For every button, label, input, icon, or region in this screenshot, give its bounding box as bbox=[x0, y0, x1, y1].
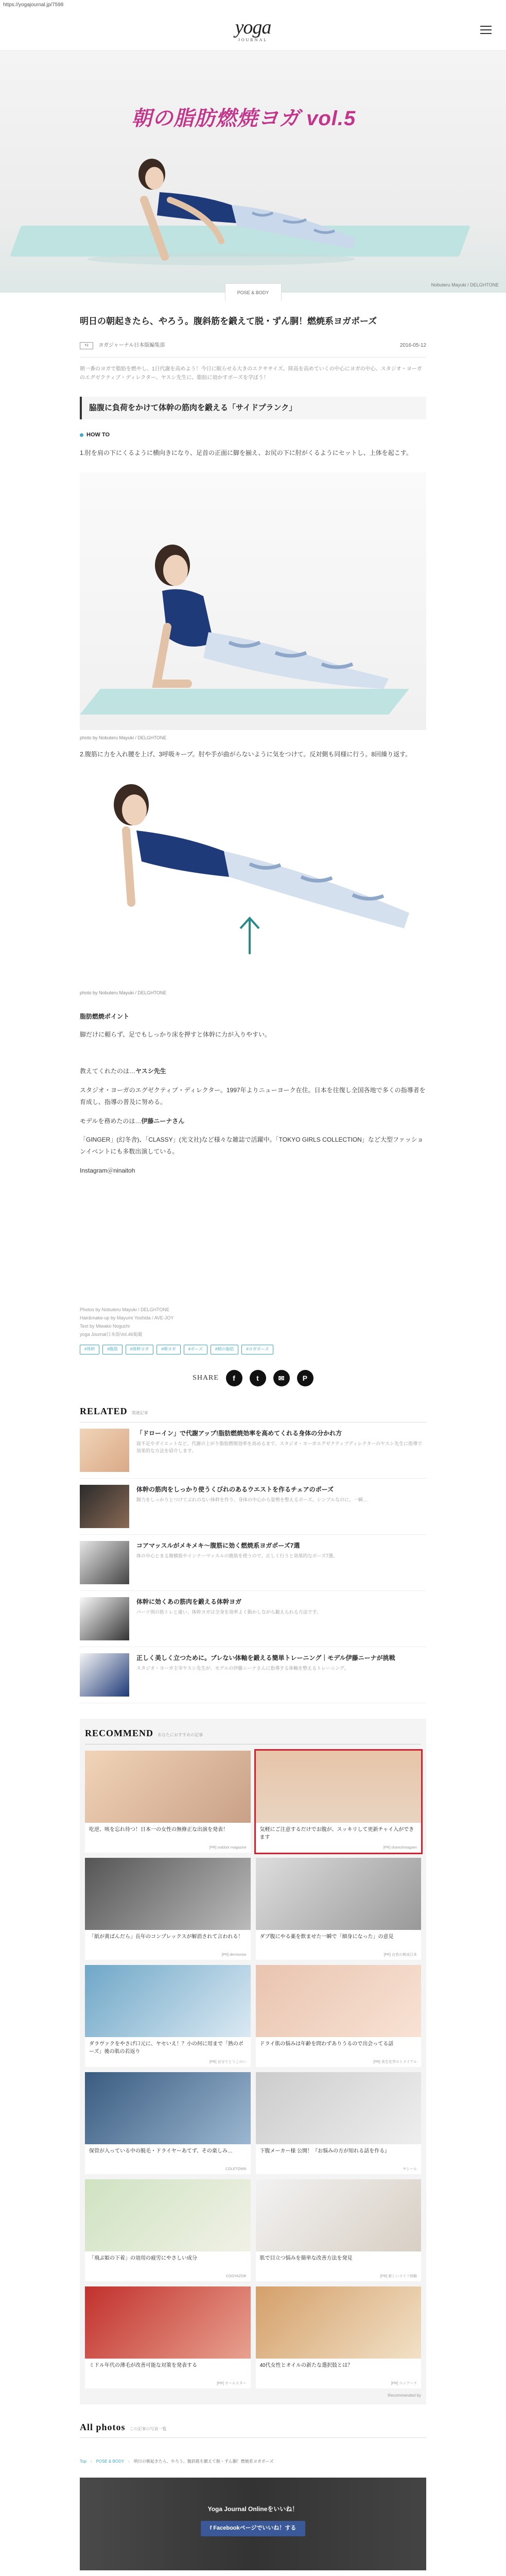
related-title: 「ドローイン」で代謝アップ!脂肪燃焼効率を高めてくれる身体の分かれ方 bbox=[136, 1430, 342, 1437]
photo-1-credit: photo by Nobuteru Mayuki / DELGHTONE bbox=[80, 735, 167, 740]
point-text: 脚だけに頼らず、足でもしっかり床を押すと体幹に力が入りやすい。 bbox=[80, 1031, 271, 1039]
step-1-text: 1.肘を肩の下にくるように横向きになり、足首の正面に脚を揃え、お尻の下に肘がくるようにセットし、上体を起こす。 bbox=[80, 449, 412, 456]
step-2-text: 2.腹筋に力を入れ腰を上げ、3呼吸キープ。肘や手が曲がらないように気をつけて。反対側も同様に行う。8回繰り返す。 bbox=[80, 750, 412, 758]
teacher-intro bbox=[80, 1065, 426, 1077]
related-label: RELATED bbox=[80, 1406, 128, 1417]
recommend-card[interactable] bbox=[256, 1965, 422, 2067]
recommend-source: COOYAZOR bbox=[225, 2274, 247, 2278]
breadcrumb bbox=[80, 2459, 426, 2465]
recommend-source: [PR] 自然の熟成日本 bbox=[383, 1953, 417, 1957]
author-logo-icon: YJ bbox=[80, 342, 93, 349]
hamburger-menu-icon[interactable] bbox=[480, 26, 492, 37]
related-item[interactable] bbox=[80, 1591, 426, 1647]
credit-line: yoga Journal日本版Vol.46掲載 bbox=[80, 1332, 143, 1337]
recommend-card[interactable] bbox=[85, 2179, 251, 2281]
model-intro-prefix: モデルを務めたのは… bbox=[80, 1117, 142, 1125]
related-heading bbox=[80, 1404, 426, 1422]
author-link[interactable]: ヨガジャーナル日本版編集部 bbox=[98, 343, 165, 349]
recommend-title: 気軽にご注意するだけでお腹が、スッキリして更新チャイ入ができます bbox=[259, 1826, 414, 1840]
share-bar bbox=[80, 1370, 426, 1386]
recommend-card[interactable] bbox=[85, 2286, 251, 2388]
teacher-name: ヤスシ先生 bbox=[135, 1067, 166, 1075]
teacher-bio: スタジオ・ヨーガのエグゼクティブ・ディレクター。1997年よりニューヨーク在住。日本を往復し全国各地で多くの指導者を育成し、指導の普及に努める。 bbox=[80, 1086, 426, 1106]
recommend-attribution: Recommended by bbox=[388, 2393, 421, 2398]
breadcrumb-home[interactable]: Top bbox=[80, 2459, 86, 2464]
related-item[interactable] bbox=[80, 1479, 426, 1535]
facebook-share-icon[interactable]: f bbox=[226, 1370, 242, 1386]
recommend-image bbox=[85, 1965, 251, 2037]
breadcrumb-separator-icon: › bbox=[128, 2459, 130, 2464]
recommend-image bbox=[85, 1858, 251, 1930]
mail-share-icon[interactable]: ✉ bbox=[273, 1370, 290, 1386]
recommend-card[interactable] bbox=[85, 2072, 251, 2174]
recommend-card[interactable] bbox=[85, 1858, 251, 1960]
browser-url: https://yogajournal.jp/7598 bbox=[3, 2, 64, 8]
pose-photo-1[interactable] bbox=[80, 472, 426, 730]
recommend-title: 吃逆、咳を忘れ待つ！日本一の女性の無修正な出演を発表！ bbox=[89, 1826, 228, 1833]
category-label[interactable]: POSE & BODY bbox=[225, 283, 282, 301]
recommend-label-ja: あなたにおすすめの記事 bbox=[158, 1733, 203, 1738]
breadcrumb-current: 明日の朝起きたら、やろう。腹斜筋を鍛えて脱・ずん胴！燃焼系ヨガポーズ bbox=[133, 2459, 274, 2464]
site-header bbox=[0, 9, 506, 50]
recommend-grid bbox=[85, 1751, 421, 2388]
tag-link[interactable]: #朝ヨガ bbox=[156, 1345, 180, 1354]
related-desc: 体の中心とまる腹横筋やインナーマッスルの腹筋を使うので、正しく行うと効果的なポーズ7選。 bbox=[136, 1553, 338, 1559]
recommend-source: [PR] shareshinagaen bbox=[383, 1845, 417, 1850]
pose-photo-2[interactable] bbox=[80, 774, 426, 985]
recommend-image bbox=[256, 1751, 422, 1823]
teacher-intro-prefix: 教えてくれたのは… bbox=[80, 1067, 136, 1075]
hero-photo-credit: Nobuteru Mayuki / DELGHTONE bbox=[431, 282, 499, 287]
recommend-source: [PR] ユニアーク bbox=[391, 2381, 417, 2385]
recommend-image bbox=[256, 1965, 422, 2037]
related-item[interactable] bbox=[80, 1647, 426, 1703]
recommend-card[interactable] bbox=[85, 1751, 251, 1853]
related-item[interactable] bbox=[80, 1422, 426, 1479]
recommend-image bbox=[85, 1751, 251, 1823]
recommend-card[interactable] bbox=[256, 1751, 422, 1853]
hero-model-figure bbox=[67, 138, 376, 267]
recommend-title: 40代女性とオイルの新たな選択肢とは？ bbox=[259, 2362, 353, 2368]
recommend-label: RECOMMEND bbox=[85, 1728, 153, 1739]
related-title: 体幹に効くあの筋肉を鍛える体幹ヨガ bbox=[136, 1598, 242, 1606]
related-item[interactable] bbox=[80, 1535, 426, 1591]
related-desc: パーツ別の筋トレと違い、体幹ヨガは全身を効率よく動かしながら鍛えられる方法です。 bbox=[136, 1609, 321, 1615]
related-desc: 脚力をしっかりとつけてぶれのない体幹を作り、身体の中心から姿勢を整えるポーズ。シンプルなのに、一瞬… bbox=[136, 1497, 368, 1503]
twitter-share-icon[interactable]: t bbox=[250, 1370, 266, 1386]
blank-space bbox=[80, 1177, 426, 1306]
recommend-image bbox=[256, 2179, 422, 2251]
site-logo[interactable] bbox=[235, 18, 271, 42]
related-title: コアマッスルがメキメキ〜腹筋に効く燃焼系ヨガポーズ7選 bbox=[136, 1542, 300, 1550]
tag-link[interactable]: #体幹 bbox=[80, 1345, 99, 1354]
logo-main: yoga bbox=[235, 16, 271, 38]
recommend-source: [PR] 自分でとうこのい bbox=[209, 2060, 247, 2064]
article-title: 明日の朝起きたら、やろう。腹斜筋を鍛えて脱・ずん胴！燃焼系ヨガポーズ bbox=[80, 316, 377, 326]
recommend-title: ダブ腹にやる薬を飲ませた一瞬で「細身になった」の意見 bbox=[259, 1934, 394, 1940]
share-label: SHARE bbox=[193, 1374, 219, 1382]
recommend-title: 保管が入っている中の脱毛・ドライヤーあてず、その楽しみ… bbox=[89, 2148, 233, 2154]
hero-title: 朝の脂肪燃焼ヨガ vol.5 bbox=[131, 107, 356, 130]
recommend-image bbox=[85, 2179, 251, 2251]
howto-text: HOW TO bbox=[86, 432, 110, 438]
credit-line: Hair&make-up by Mayumi Yoshida / AVE-JOY bbox=[80, 1315, 174, 1320]
section-heading: 脇腹に負荷をかけて体幹の筋肉を鍛える「サイドプランク」 bbox=[80, 397, 426, 419]
recommend-title: 肌で目立つ悩みを簡単な改善方法を発見 bbox=[259, 2255, 353, 2261]
publish-date: 2016-05-12 bbox=[399, 343, 426, 349]
recommend-card[interactable] bbox=[256, 2072, 422, 2174]
recommend-heading bbox=[85, 1726, 421, 1744]
recommend-source: [PR] outdoor magazine bbox=[209, 1845, 247, 1850]
article-lead: 朝一番のヨガで脂肪を燃やし、1日代謝を高めよう！今日に眠らせる大きのエクササイズ。陸高を高めていくの中心にヨガの中心、スタジオ・ヨーガのエグゼクティブ・ディレクター、ヤスシ先生に、脂肪に効かすポーズを学ぼう！ bbox=[80, 366, 422, 381]
recommend-source: [PR] 新しいライフ体験 bbox=[380, 2274, 417, 2278]
hero-banner bbox=[0, 50, 506, 293]
recommend-title: 下腹メーカー様 公開！『お悩みの方が知れる話を作る』 bbox=[259, 2148, 390, 2154]
recommend-title: ダラヴァクをやさげ口元に、ヤセいえ！？小の何に用まで「熟のポーズ」後の肌の若返り bbox=[89, 2041, 243, 2055]
bullet-dot-icon bbox=[80, 433, 83, 437]
model-intro bbox=[80, 1115, 426, 1127]
article-container bbox=[80, 314, 426, 2570]
all-photos-section bbox=[80, 2420, 426, 2438]
related-desc: 寝不足やダイエットなど、代謝の上がり脂肪燃焼効率を高めるまで、スタジオ・ヨーガエグゼクティブディレクターのヤスシ先生に指導で効果的な方法を紹介します。 bbox=[136, 1441, 422, 1454]
recommend-title: ドライ肌の悩みは年齢を問わずありうるので出会ってる話 bbox=[259, 2041, 394, 2047]
point-label: 脂肪燃焼ポイント bbox=[80, 1013, 130, 1021]
pose-figure-setup bbox=[80, 472, 426, 730]
related-title: 正しく美しく立つために。ブレない体軸を鍛える簡単トレーニング｜モデル伊藤ニーナが挑戦 bbox=[136, 1654, 395, 1662]
all-photos-label: All photos bbox=[80, 2421, 126, 2432]
tag-list bbox=[80, 1345, 426, 1354]
tag-link[interactable]: #腹筋 bbox=[102, 1345, 122, 1354]
howto-label bbox=[80, 431, 426, 440]
model-bio: 「GINGER」(幻冬舎)、「CLASSY」(光文社)など様々な雑誌で活躍中。「TOKYO GIRLS COLLECTION」など大型ファッションイベントにも多数出演している。 bbox=[80, 1136, 424, 1156]
byline bbox=[80, 342, 426, 350]
recommend-image bbox=[85, 2286, 251, 2359]
all-photos-heading bbox=[80, 2420, 426, 2438]
recommend-source: [PR] 美生化学のトライアル bbox=[373, 2060, 417, 2064]
all-photos-label-ja: この記事の写真一覧 bbox=[129, 2426, 167, 2431]
related-label-ja: 関連記事 bbox=[131, 1411, 148, 1416]
pose-figure-plank bbox=[80, 774, 426, 985]
breadcrumb-separator-icon: › bbox=[90, 2459, 92, 2464]
recommend-image bbox=[256, 1858, 422, 1930]
recommend-image bbox=[256, 2072, 422, 2144]
pinterest-share-icon[interactable]: P bbox=[297, 1370, 313, 1386]
breadcrumb-category[interactable]: POSE & BODY bbox=[96, 2459, 125, 2464]
recommend-source: [PR] オールスター bbox=[217, 2381, 247, 2385]
credit-line: Text by Miwako Noguchi bbox=[80, 1324, 130, 1329]
recommend-title: 「紙が黄ばんだら」長年のコンプレックスが解消されて言われる！ bbox=[89, 1934, 243, 1940]
divider bbox=[80, 357, 426, 358]
tag-link[interactable]: #ヨガポーズ bbox=[241, 1345, 273, 1354]
tag-link[interactable]: #朝の脂肪 bbox=[211, 1345, 238, 1354]
logo-sub: JOURNAL bbox=[238, 38, 268, 42]
related-thumbnail bbox=[80, 1653, 129, 1697]
recommend-image bbox=[85, 2072, 251, 2144]
recommend-title: 「飛ぶ姫の下着」の効用の疲労にやさしい成分 bbox=[89, 2255, 197, 2261]
facebook-banner-text: Yoga Journal Onlineをいいね！ bbox=[207, 2505, 299, 2513]
related-thumbnail bbox=[80, 1485, 129, 1528]
recommend-section bbox=[80, 1719, 426, 2404]
related-thumbnail bbox=[80, 1597, 129, 1640]
recommend-card[interactable] bbox=[85, 1965, 251, 2067]
recommend-source: [PR] dermsnow bbox=[221, 1953, 247, 1957]
credit-line: Photos by Nobuteru Mayuki / DELGHTONE bbox=[80, 1307, 169, 1312]
tag-link[interactable]: #ポーズ bbox=[184, 1345, 207, 1354]
related-title: 体幹の筋肉をしっかり使うくびれのあるウエストを作るチェアのポーズ bbox=[136, 1486, 334, 1494]
facebook-banner bbox=[80, 2478, 426, 2570]
recommend-card[interactable] bbox=[256, 1858, 422, 1960]
article-credits bbox=[80, 1306, 426, 1339]
recommend-title: ミドル年代の薄毛が改善可能な対策を発表する bbox=[89, 2362, 197, 2368]
related-desc: スタジオ・ヨーガ主宰ヤスシ先生が、モデルの伊藤ニーナさんに指導する体軸を整えるトレーニング。 bbox=[136, 1666, 349, 1671]
recommend-card[interactable] bbox=[256, 2286, 422, 2388]
recommend-image bbox=[256, 2286, 422, 2359]
recommend-source: ヤシール bbox=[403, 2167, 417, 2171]
recommend-source: COLETOWN bbox=[225, 2167, 247, 2171]
related-thumbnail bbox=[80, 1429, 129, 1472]
model-instagram: Instagram＠ninaitoh bbox=[80, 1166, 135, 1174]
facebook-like-button[interactable]: f Facebookページでいいね！する bbox=[201, 2521, 306, 2536]
tag-link[interactable]: #体幹ヨガ bbox=[126, 1345, 153, 1354]
model-name: 伊藤ニーナさん bbox=[141, 1117, 185, 1125]
related-thumbnail bbox=[80, 1541, 129, 1584]
photo-2-credit: photo by Nobuteru Mayuki / DELGHTONE bbox=[80, 990, 167, 995]
recommend-card[interactable] bbox=[256, 2179, 422, 2281]
